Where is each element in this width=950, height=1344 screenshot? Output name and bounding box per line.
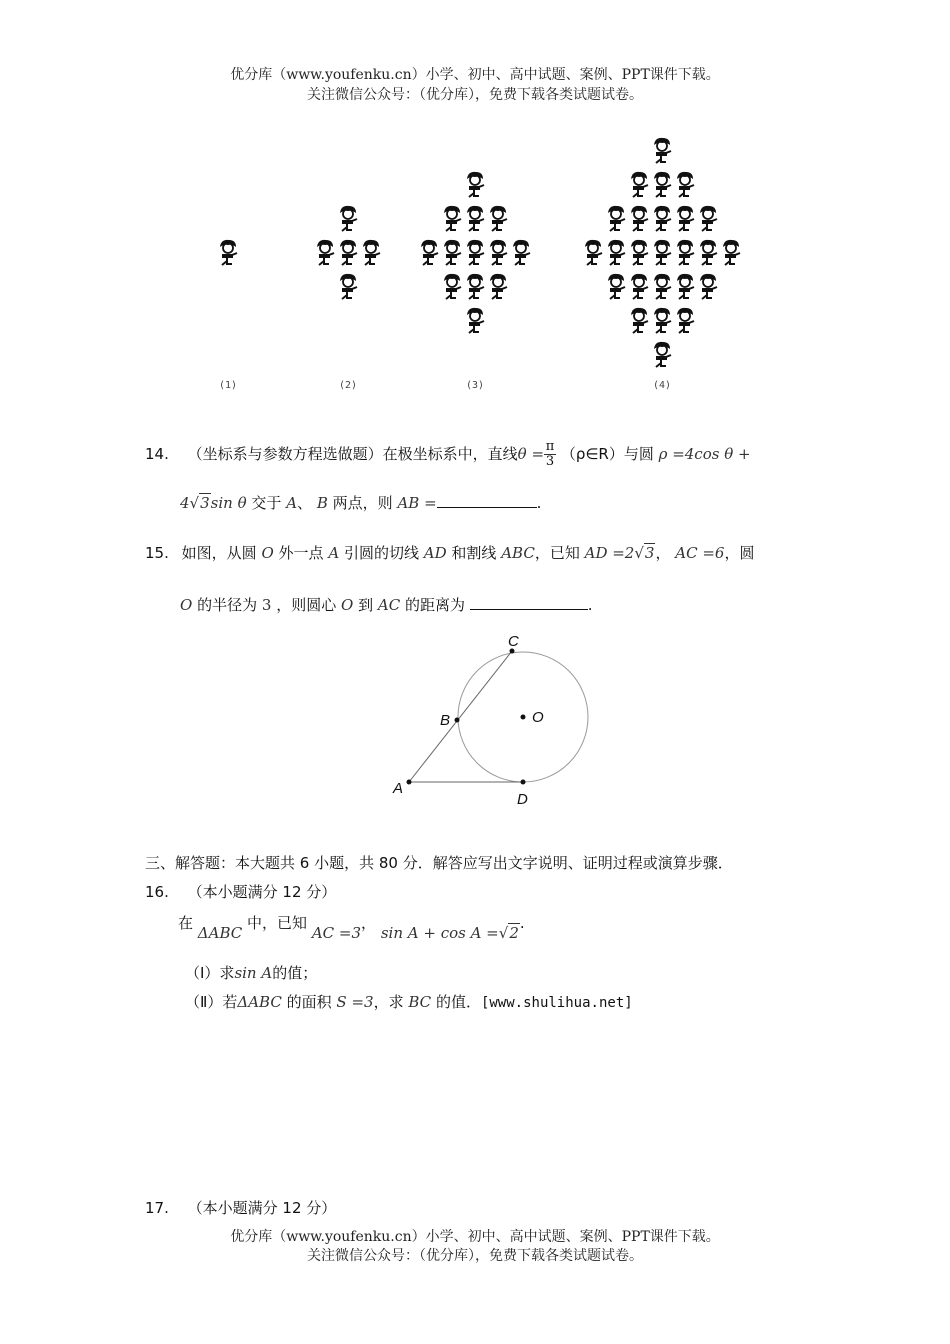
pattern-4-figure — [677, 274, 694, 299]
q15-ad: AD — [423, 544, 447, 562]
q16-header: （本小题满分 12 分） — [187, 883, 337, 901]
pattern-3-figure — [467, 308, 484, 333]
pattern-4-figure — [654, 308, 671, 333]
pattern-4-figure — [631, 274, 648, 299]
pattern-1-label: (1) — [218, 380, 238, 391]
pattern-4-figure — [585, 240, 602, 265]
pattern-3-figure — [513, 240, 530, 265]
q14-pi: π — [545, 439, 555, 454]
pattern-4-figure — [677, 206, 694, 231]
pattern-4-figure — [654, 138, 671, 163]
q15-line-2 — [180, 594, 593, 615]
q14-text-a: （坐标系与参数方程选做题）在极坐标系中，直线 — [187, 445, 518, 463]
point-b — [455, 718, 460, 723]
q15-sqrt3: 3 — [644, 544, 655, 562]
q14-ab-eq: AB = — [397, 494, 437, 512]
q15-t5: ，已知 — [534, 544, 580, 562]
q16-p2-s: S =3 — [336, 993, 374, 1011]
q15-t6: ，圆 — [724, 544, 755, 562]
pattern-3-figure — [467, 274, 484, 299]
pattern-4-figure — [700, 274, 717, 299]
q14-number: 14. — [145, 445, 169, 463]
label-d: D — [517, 791, 528, 808]
q15-a: A — [328, 544, 340, 562]
pattern-4-figure — [654, 274, 671, 299]
pattern-4-figure — [677, 240, 694, 265]
pattern-1-figure — [220, 240, 237, 265]
pattern-3-figure — [490, 240, 507, 265]
pattern-3-figure — [467, 172, 484, 197]
q17-number: 17. — [145, 1199, 169, 1217]
q16-tri: ΔABC — [197, 924, 243, 942]
pattern-4-figure — [631, 240, 648, 265]
q14-theta-eq: θ = — [517, 445, 545, 463]
pattern-2-figure — [340, 274, 357, 299]
pattern-4-figure — [677, 308, 694, 333]
q16-t1: 在 — [178, 914, 194, 932]
pattern-3-figure — [490, 206, 507, 231]
q16-p2-label: （Ⅱ）若 — [185, 993, 238, 1011]
label-o: O — [532, 709, 544, 726]
pattern-4-figure — [631, 172, 648, 197]
q16-p2-t1: 的面积 — [286, 993, 332, 1011]
q14-point-a: A — [286, 494, 298, 512]
circle-tangent-figure — [380, 630, 610, 810]
q16-sqrt-sign: √ — [498, 924, 509, 942]
q16-number: 16. — [145, 883, 169, 901]
q15-answer-blank[interactable] — [470, 595, 588, 610]
q17-header-line — [145, 1197, 336, 1218]
pattern-4-figure — [608, 274, 625, 299]
q15-comma: ， — [655, 544, 671, 562]
q17-header: （本小题满分 12 分） — [187, 1199, 337, 1217]
q16-period: . — [519, 914, 525, 932]
label-b: B — [440, 712, 451, 729]
q14-paren: （ρ∈R）与圆 — [560, 445, 654, 463]
pattern-1 — [220, 240, 237, 265]
pattern-2-figure — [340, 206, 357, 231]
q15-l2-o: O — [180, 596, 193, 614]
pattern-4 — [585, 138, 740, 367]
q16-p1-tail: 的值； — [272, 964, 318, 982]
q15-period: . — [587, 596, 593, 614]
q14-point-b: B — [316, 494, 328, 512]
q14-sqrt3: 3 — [200, 494, 210, 512]
pattern-figure — [0, 120, 950, 400]
point-o — [521, 715, 526, 720]
pattern-3-figure — [444, 206, 461, 231]
q14-sin-theta: sin θ — [210, 494, 247, 512]
pattern-4-figure — [631, 308, 648, 333]
q14-pi-over-3 — [544, 440, 556, 469]
q16-t2: 中，已知 — [247, 914, 308, 932]
page-footer-line-1: 优分库（www.youfenku.cn）小学、初中、高中试题、案例、PPT课件下载。 — [230, 1229, 720, 1245]
pattern-4-figure — [608, 240, 625, 265]
q15-l2-o2: O — [341, 596, 354, 614]
point-d — [521, 780, 526, 785]
pattern-3-figure — [490, 274, 507, 299]
page-header-line-1: 优分库（www.youfenku.cn）小学、初中、高中试题、案例、PPT课件下载。 — [230, 67, 720, 83]
q16-p2-t3: 的值． — [435, 993, 481, 1011]
pattern-2 — [317, 206, 380, 299]
label-a: A — [393, 780, 404, 797]
q15-number: 15. — [145, 544, 169, 562]
q14-sep: 、 — [297, 494, 313, 512]
q16-p2-bc: BC — [408, 993, 432, 1011]
section-3-title: 三、解答题：本大题共 6 小题，共 80 分．解答应写出文字说明、证明过程或演算步骤． — [145, 854, 733, 872]
q15-t4: 和割线 — [451, 544, 497, 562]
q16-eq: sin A + cos A = — [380, 924, 499, 942]
q16-part-1 — [185, 962, 317, 983]
q15-l2-t2: ，则圆心 — [276, 596, 337, 614]
page-footer-line-2: 关注微信公众号：（优分库），免费下载各类试题试卷。 — [307, 1248, 643, 1264]
pattern-4-figure — [654, 342, 671, 367]
pattern-4-label: (4) — [652, 380, 672, 391]
q14-period: . — [536, 494, 542, 512]
q15-o: O — [261, 544, 274, 562]
q15-ac-eq: AC =6 — [675, 544, 725, 562]
pattern-2-label: (2) — [338, 380, 358, 391]
q15-l2-t1: 的半径为 — [197, 596, 258, 614]
pattern-3-figure — [467, 240, 484, 265]
pattern-2-figure — [340, 240, 357, 265]
pattern-4-figure — [654, 172, 671, 197]
q15-t2: 外一点 — [278, 544, 324, 562]
q16-statement — [178, 912, 525, 942]
pattern-4-figure — [700, 206, 717, 231]
pattern-4-figure — [654, 206, 671, 231]
pattern-4-figure — [608, 206, 625, 231]
q16-sqrt2: 2 — [509, 924, 519, 942]
pattern-3-figure — [444, 274, 461, 299]
q16-p1-math: sin A — [234, 964, 273, 982]
pattern-3-figure — [467, 206, 484, 231]
q16-comma: ， — [361, 914, 377, 932]
q14-sqrt-sign: √ — [189, 494, 200, 512]
q15-ad-eq: AD =2 — [584, 544, 635, 562]
q14-text-b: 交于 — [251, 494, 282, 512]
pattern-4-figure — [677, 172, 694, 197]
point-a — [407, 780, 412, 785]
q16-p2-t2: ，求 — [373, 993, 404, 1011]
q15-t3: 引圆的切线 — [343, 544, 419, 562]
q14-answer-blank[interactable] — [437, 493, 537, 508]
q15-sqrt-sign: √ — [634, 544, 644, 562]
q14-line-2 — [180, 492, 541, 513]
q15-l2-radius: 3 — [261, 596, 272, 614]
q15-line-1 — [145, 542, 754, 563]
q14-coef: 4 — [180, 494, 190, 512]
pattern-4-figure — [723, 240, 740, 265]
q14-text-c: 两点，则 — [332, 494, 393, 512]
page-header-line-2: 关注微信公众号：（优分库），免费下载各类试题试卷。 — [307, 87, 643, 103]
q16-p1-label: （Ⅰ）求 — [185, 964, 235, 982]
pattern-3-figure — [444, 240, 461, 265]
q16-ac3: AC =3 — [311, 924, 362, 942]
secant-line-ac — [409, 651, 512, 782]
pattern-4-figure — [700, 240, 717, 265]
pattern-3-figure — [421, 240, 438, 265]
pattern-2-figure — [317, 240, 334, 265]
q16-header-line — [145, 881, 336, 902]
q16-part-2 — [185, 991, 633, 1012]
q15-t1: 如图，从圆 — [181, 544, 257, 562]
pattern-4-figure — [654, 240, 671, 265]
q16-p2-source: [www.shulihua.net] — [480, 995, 633, 1011]
pattern-figure-svg — [0, 120, 950, 400]
q15-abc: ABC — [501, 544, 535, 562]
q15-l2-ac: AC — [377, 596, 401, 614]
pattern-3 — [421, 172, 530, 333]
pattern-2-figure — [363, 240, 380, 265]
q14-rho-eq: ρ =4cos θ + — [658, 445, 751, 463]
q15-l2-t3: 到 — [358, 596, 374, 614]
q14-three: 3 — [545, 454, 555, 469]
pattern-4-figure — [631, 206, 648, 231]
pattern-3-label: (3) — [465, 380, 485, 391]
q15-l2-t4: 的距离为 — [405, 596, 466, 614]
label-c: C — [508, 633, 519, 650]
q16-p2-tri: ΔABC — [237, 993, 282, 1011]
q14-line-1 — [145, 440, 751, 469]
